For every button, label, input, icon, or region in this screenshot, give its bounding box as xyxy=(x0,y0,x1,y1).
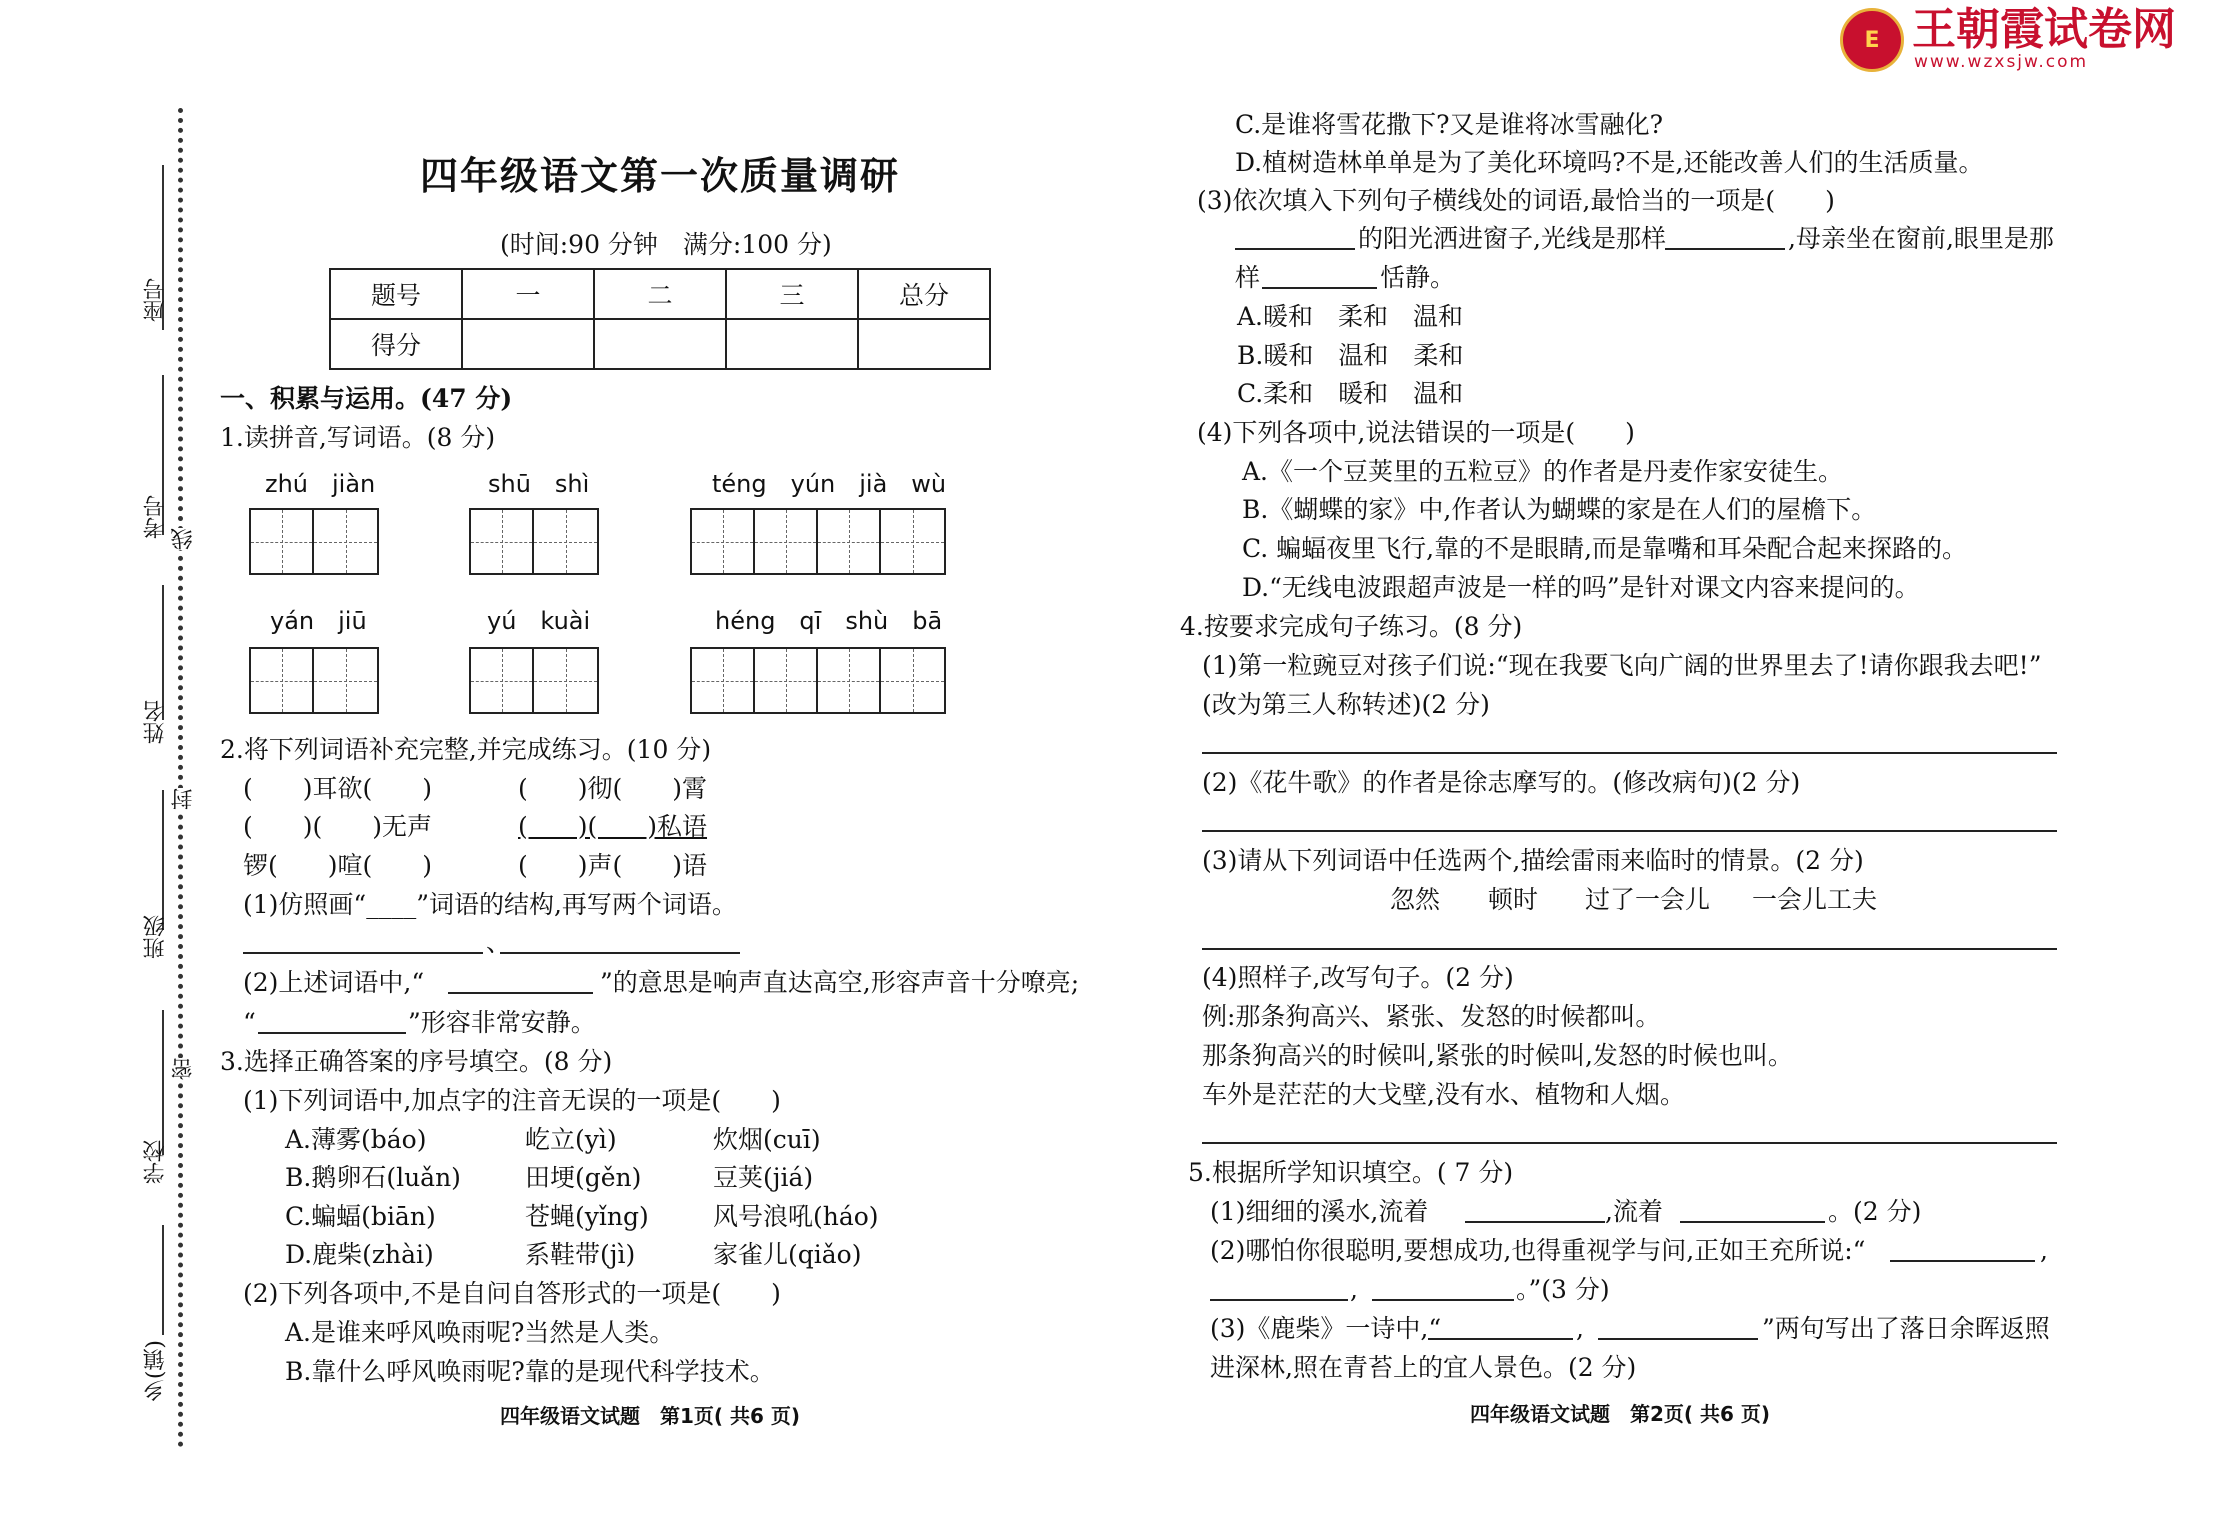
exam-subtitle: (时间:90 分钟 满分:100 分) xyxy=(500,230,832,259)
score-input-cell[interactable] xyxy=(462,319,594,369)
answer-line[interactable] xyxy=(1372,1299,1514,1301)
score-cell: 得分 xyxy=(330,319,462,369)
q3-sub1: (1)下列词语中,加点字的注音无误的一项是( ) xyxy=(243,1086,781,1115)
sub4-option-c: C. 蝙蝠夜里飞行,靠的不是眼睛,而是靠嘴和耳朵配合起来探路的。 xyxy=(1242,534,1968,563)
option-c3: 风号浪吼(háo) xyxy=(713,1202,879,1231)
score-input-cell[interactable] xyxy=(594,319,726,369)
q4-s2: (2)《花牛歌》的作者是徐志摩写的。(修改病句)(2 分) xyxy=(1202,768,1801,797)
tian-grid[interactable] xyxy=(249,508,379,575)
tian-grid[interactable] xyxy=(469,508,599,575)
pinyin-label: héng qī shù bā xyxy=(715,607,943,635)
q4-task-sentence: 车外是茫茫的大戈壁,没有水、植物和人烟。 xyxy=(1202,1080,1685,1109)
score-cell: 一 xyxy=(462,269,594,319)
sub4-option-b: B.《蝴蝶的家》中,作者认为蝴蝶的家是在人们的屋檐下。 xyxy=(1242,495,1877,524)
sub3-option-b: B.暖和 温和 柔和 xyxy=(1237,341,1464,370)
brand-logo xyxy=(1840,4,2176,72)
answer-line[interactable] xyxy=(1202,948,2057,950)
page1-footer: 四年级语文试题 第1页( 共6 页) xyxy=(500,1404,801,1428)
q4-s3: (3)请从下列词语中任选两个,描绘雷雨来临时的情景。(2 分) xyxy=(1202,846,1864,875)
answer-line[interactable] xyxy=(1202,1142,2057,1144)
q3-title: 3.选择正确答案的序号填空。(8 分) xyxy=(220,1047,613,1076)
tian-grid[interactable] xyxy=(249,647,379,714)
q3-sub3: (3)依次填入下列句子横线处的词语,最恰当的一项是( ) xyxy=(1197,186,1835,215)
answer-line[interactable] xyxy=(448,992,593,994)
idiom-blank[interactable]: ( )( )无声 xyxy=(243,812,433,841)
answer-line[interactable] xyxy=(1428,1338,1573,1340)
answer-line[interactable] xyxy=(1680,1221,1825,1223)
class-field-line xyxy=(162,790,164,930)
answer-line[interactable] xyxy=(1202,830,2057,832)
q5-s1c: 。(2 分) xyxy=(1828,1197,1922,1226)
answer-line[interactable] xyxy=(243,952,483,954)
option-b2: 田埂(gěn) xyxy=(525,1163,642,1192)
separator: 、 xyxy=(486,928,512,957)
q3-sub2-b: B.靠什么呼风唤雨呢?靠的是现代科学技术。 xyxy=(285,1357,775,1386)
answer-line[interactable] xyxy=(1890,1260,2035,1262)
label-seat: 座号 xyxy=(143,278,168,322)
sub3-sentence-2a: 样 xyxy=(1235,263,1261,292)
q2-sub1: (1)仿照画“____”词语的结构,再写两个词语。 xyxy=(243,890,737,919)
q5-s3d: 进深林,照在青苔上的宜人景色。(2 分) xyxy=(1210,1353,1637,1382)
q5-s3-comma: , xyxy=(1576,1314,1584,1343)
brand-emblem: E xyxy=(1840,8,1904,72)
pinyin-label: zhú jiàn xyxy=(265,470,376,498)
q4-example-answer: 那条狗高兴的时候叫,紧张的时候叫,发怒的时候也叫。 xyxy=(1202,1041,1793,1070)
answer-line[interactable] xyxy=(1598,1338,1758,1340)
option-b3: 豆荚(jiá) xyxy=(713,1163,814,1192)
q5-s1b: ,流着 xyxy=(1605,1197,1663,1226)
mark-line: 线 xyxy=(168,528,199,550)
score-input-cell[interactable] xyxy=(726,319,858,369)
q2-sub2-lead: (2)上述词语中,“ xyxy=(243,968,425,997)
q4-s1: (1)第一粒豌豆对孩子们说:“现在我要飞向广阔的世界里去了!请你跟我去吧!” xyxy=(1202,651,2042,680)
q5-s2-comma: , xyxy=(2040,1236,2048,1265)
score-cell: 题号 xyxy=(330,269,462,319)
label-exam-no: 考号 xyxy=(143,495,168,539)
sub3-option-a: A.暖和 柔和 温和 xyxy=(1237,302,1464,331)
sub3-option-c: C.柔和 暖和 温和 xyxy=(1237,379,1464,408)
town-field-line xyxy=(162,1225,164,1335)
q2-title: 2.将下列词语补充完整,并完成练习。(10 分) xyxy=(220,735,712,764)
tian-grid[interactable] xyxy=(690,647,946,714)
pinyin-label: téng yún jià wù xyxy=(712,470,947,498)
answer-line[interactable] xyxy=(1210,1299,1348,1301)
q2-sub2-quote: “ xyxy=(243,1008,256,1037)
answer-line[interactable] xyxy=(258,1032,406,1034)
sub4-option-d: D.“无线电波跟超声波是一样的吗”是针对课文内容来提问的。 xyxy=(1242,573,1920,602)
q5-s2-comma: , xyxy=(1350,1275,1358,1304)
option-d2: 系鞋带(jì) xyxy=(525,1240,636,1269)
q3-option-c: C.是谁将雪花撒下?又是谁将冰雪融化? xyxy=(1235,110,1663,139)
q4-s4: (4)照样子,改写句子。(2 分) xyxy=(1202,963,1514,992)
option-d1: D.鹿柴(zhài) xyxy=(285,1240,434,1269)
answer-line[interactable] xyxy=(1235,248,1355,250)
q5-s2: (2)哪怕你很聪明,要想成功,也得重视学与问,正如王充所说:“ xyxy=(1210,1236,1866,1265)
score-input-cell[interactable] xyxy=(858,319,990,369)
q3-sub2: (2)下列各项中,不是自问自答形式的一项是( ) xyxy=(243,1279,781,1308)
mark-seal: 封 xyxy=(168,788,199,810)
label-class: 班级 xyxy=(143,915,168,959)
option-c1: C.蝙蝠(biān) xyxy=(285,1202,436,1231)
brand-name: 王朝霞试卷网 xyxy=(1912,4,2176,55)
pinyin-label: shū shì xyxy=(488,470,590,498)
answer-line[interactable] xyxy=(500,952,740,954)
q5-s3c: ”两句写出了落日余晖返照 xyxy=(1762,1314,2050,1343)
pinyin-label: yú kuài xyxy=(487,607,591,635)
word-choice: 忽然 xyxy=(1390,885,1441,914)
q5-s1a: (1)细细的溪水,流着 xyxy=(1210,1197,1429,1226)
tian-grid[interactable] xyxy=(469,647,599,714)
sub3-sentence-1a: 的阳光洒进窗子,光线是那样 xyxy=(1358,224,1666,253)
sub4-option-a: A.《一个豆荚里的五粒豆》的作者是丹麦作家安徒生。 xyxy=(1242,457,1844,486)
idiom-blank-underlined[interactable]: ( )( )私语 xyxy=(518,812,708,841)
pinyin-label: yán jiū xyxy=(270,607,367,635)
option-a2: 屹立(yì) xyxy=(525,1125,617,1154)
score-cell: 三 xyxy=(726,269,858,319)
option-a1: A.薄雾(báo) xyxy=(285,1125,427,1154)
word-choice: 顿时 xyxy=(1488,885,1539,914)
tian-grid[interactable] xyxy=(690,508,946,575)
score-cell: 二 xyxy=(594,269,726,319)
option-a3: 炊烟(cuī) xyxy=(713,1125,821,1154)
q2-sub2-end: ”形容非常安静。 xyxy=(408,1008,596,1037)
idiom-blank[interactable]: ( )声( )语 xyxy=(518,851,708,880)
q4-title: 4.按要求完成句子练习。(8 分) xyxy=(1180,612,1523,641)
q5-s2-end: 。”(3 分) xyxy=(1516,1275,1610,1304)
answer-line[interactable] xyxy=(1262,287,1377,289)
idiom-blank[interactable]: ( )耳欲( ) xyxy=(243,774,433,803)
binding-dotted-line xyxy=(178,108,183,1448)
page2-footer: 四年级语文试题 第2页( 共6 页) xyxy=(1470,1402,1771,1426)
q5-title: 5.根据所学知识填空。( 7 分) xyxy=(1188,1158,1514,1187)
sub3-sentence-1b: ,母亲坐在窗前,眼里是那 xyxy=(1788,224,2054,253)
q1-title: 1.读拼音,写词语。(8 分) xyxy=(220,423,496,452)
answer-line[interactable] xyxy=(1465,1221,1605,1223)
option-d3: 家雀儿(qiǎo) xyxy=(713,1240,862,1269)
score-cell: 总分 xyxy=(858,269,990,319)
q2-sub2-tail: ”的意思是响声直达高空,形容声音十分嘹亮; xyxy=(600,968,1080,997)
q4-s1b: (改为第三人称转述)(2 分) xyxy=(1202,690,1490,719)
page-title: 四年级语文第一次质量调研 xyxy=(420,153,901,198)
brand-url: www.wzxsjw.com xyxy=(1914,52,2089,72)
word-choice: 过了一会儿 xyxy=(1585,885,1711,914)
score-table-header-row xyxy=(330,269,990,319)
section-heading: 一、积累与运用。(47 分) xyxy=(220,384,513,413)
answer-line[interactable] xyxy=(1202,752,2057,754)
q3-sub2-a: A.是谁来呼风唤雨呢?当然是人类。 xyxy=(285,1318,675,1347)
q3-sub4: (4)下列各项中,说法错误的一项是( ) xyxy=(1197,418,1635,447)
school-field-line xyxy=(162,1010,164,1155)
score-table xyxy=(329,268,991,370)
q4-example: 例:那条狗高兴、紧张、发怒的时候都叫。 xyxy=(1202,1002,1661,1031)
label-name: 姓名 xyxy=(143,700,168,744)
word-choice: 一会儿工夫 xyxy=(1752,885,1878,914)
option-b1: B.鹅卵石(luǎn) xyxy=(285,1163,461,1192)
idiom-blank[interactable]: 锣( )喧( ) xyxy=(243,851,433,880)
sub3-sentence-2b: 恬静。 xyxy=(1380,263,1456,292)
idiom-blank[interactable]: ( )彻( )霄 xyxy=(518,774,708,803)
label-town: 乡(镇) xyxy=(143,1340,168,1402)
mark-secret: 密 xyxy=(168,1058,199,1080)
option-c2: 苍蝇(yǐng) xyxy=(525,1202,649,1231)
q5-s3a: (3)《鹿柴》一诗中,“ xyxy=(1210,1314,1442,1343)
q3-option-d: D.植树造林单单是为了美化环境吗?不是,还能改善人们的生活质量。 xyxy=(1235,148,1984,177)
score-table-score-row xyxy=(330,319,990,369)
answer-line[interactable] xyxy=(1665,248,1785,250)
label-school: 学校 xyxy=(143,1140,168,1184)
